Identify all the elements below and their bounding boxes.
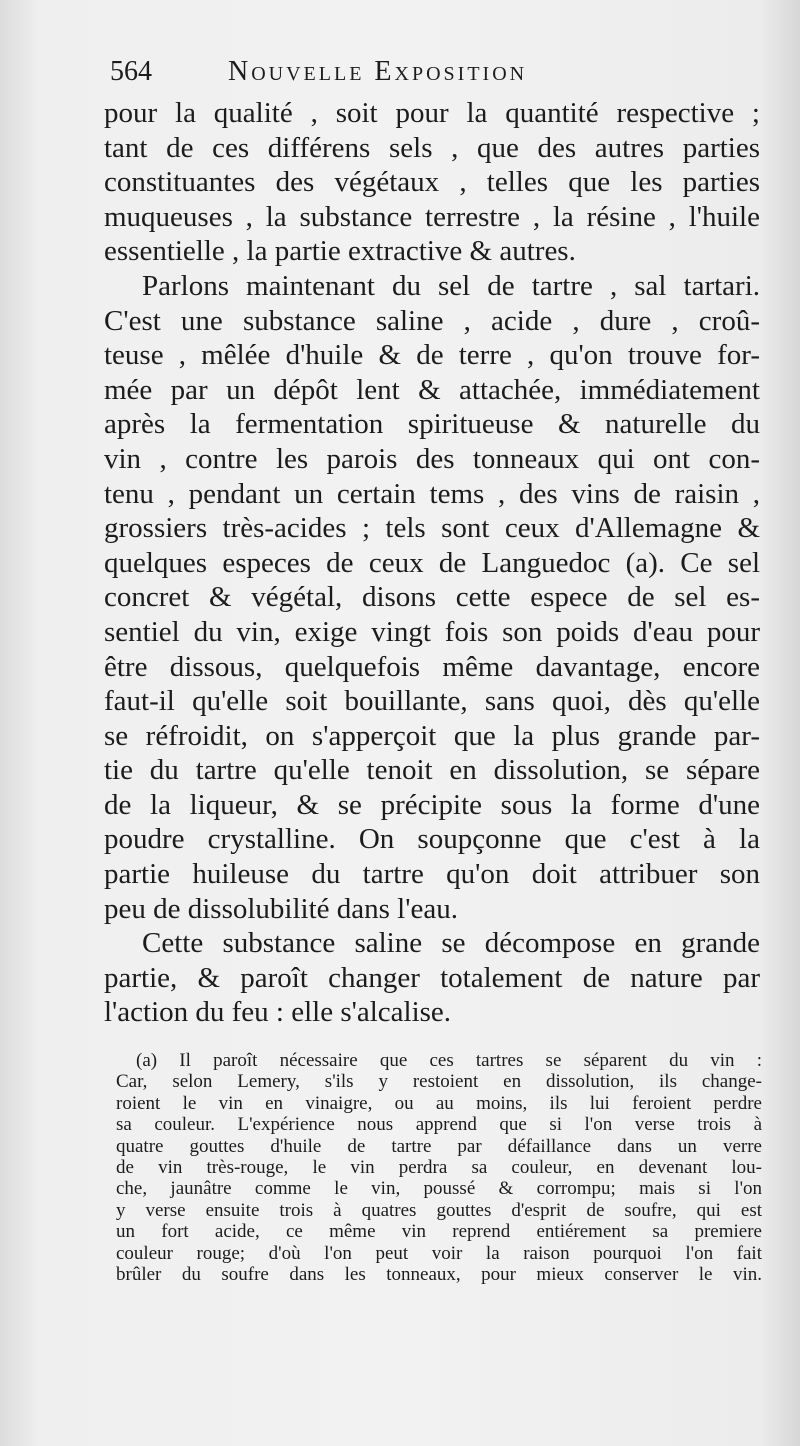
body-line: vin , contre les parois des tonneaux qui ont con- [104, 442, 760, 475]
footnote-line: (a) Il paroît nécessaire que ces tartres se séparent du vin : [136, 1050, 762, 1071]
body-text [104, 96, 760, 1030]
footnote-line: couleur rouge; d'où l'on peut voir la raison pourquoi l'on fait [116, 1242, 762, 1264]
body-line: Cette substance saline se décompose en grande [142, 927, 760, 960]
body-line: partie, & paroît changer totalement de nature par [104, 961, 760, 994]
body-line: concret & végétal, disons cette espece de sel es- [104, 581, 760, 614]
running-title: Nouvelle Exposition [228, 56, 528, 87]
footnote-line: un fort acide, ce même vin reprend entiérement sa premiere [116, 1221, 762, 1243]
page-header [110, 56, 750, 96]
body-line: essentielle , la partie extractive & autres. [104, 235, 576, 268]
body-line: C'est une substance saline , acide , dure , croû- [104, 304, 760, 337]
body-line: sentiel du vin, exige vingt fois son poids d'eau pour [104, 615, 760, 648]
body-line: faut-il qu'elle soit bouillante, sans quoi, dès qu'elle [104, 685, 760, 718]
body-line: mée par un dépôt lent & attachée, immédiatement [104, 373, 760, 406]
body-line: être dissous, quelquefois même davantage, encore [104, 650, 760, 683]
footnote-block [116, 1050, 762, 1285]
body-line: pour la qualité , soit pour la quantité respective ; [104, 97, 760, 129]
footnote-line: sa couleur. L'expérience nous apprend que si l'on verse trois à [116, 1114, 762, 1136]
body-line: de la liqueur, & se précipite sous la forme d'une [104, 788, 760, 821]
page-number: 564 [110, 56, 152, 87]
body-line: tant de ces différens sels , que des autres parties [104, 131, 760, 164]
body-line: se réfroidit, on s'apperçoit que la plus grande par- [104, 719, 760, 752]
body-line: Parlons maintenant du sel de tartre , sal tartari. [142, 269, 760, 302]
footnote-line: quatre gouttes d'huile de tartre par défaillance dans un verre [116, 1135, 762, 1157]
footnote-line: de vin très-rouge, le vin perdra sa couleur, en devenant lou- [116, 1156, 762, 1178]
body-line: l'action du feu : elle s'alcalise. [104, 996, 452, 1029]
body-line: après la fermentation spiritueuse & naturelle du [104, 408, 760, 441]
body-line: teuse , mêlée d'huile & de terre , qu'on trouve for- [104, 339, 760, 372]
body-line: grossiers très-acides ; tels sont ceux d'Allemagne & [104, 512, 760, 545]
body-line: partie huileuse du tartre qu'on doit attribuer son [104, 858, 760, 891]
body-line: tenu , pendant un certain tems , des vins de raisin , [104, 477, 760, 510]
footnote-line: roient le vin en vinaigre, ou au moins, ils lui feroient perdre [116, 1092, 762, 1114]
body-line: tie du tartre qu'elle tenoit en dissolution, se sépare [104, 754, 760, 787]
body-line: muqueuses , la substance terrestre , la résine , l'huile [104, 200, 760, 233]
footnote-line: Car, selon Lemery, s'ils y restoient en dissolution, ils change- [116, 1071, 762, 1093]
body-line: quelques especes de ceux de Languedoc (a). Ce sel [104, 546, 760, 579]
footnote-line: brûler du soufre dans les tonneaux, pour mieux conserver le vin. [116, 1263, 762, 1285]
footnote-line: che, jaunâtre comme le vin, poussé & corrompu; mais si l'on [116, 1178, 762, 1200]
body-line: constituantes des végétaux , telles que les parties [104, 166, 760, 199]
body-line: poudre crystalline. On soupçonne que c'est à la [104, 823, 760, 856]
body-line: peu de dissolubilité dans l'eau. [104, 892, 458, 925]
footnote-line: y verse ensuite trois à quatres gouttes d'esprit de soufre, qui est [116, 1199, 762, 1221]
